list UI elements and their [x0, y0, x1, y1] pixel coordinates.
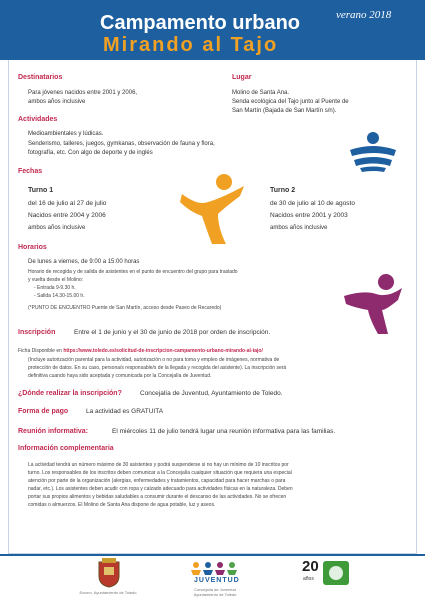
logo1-caption: Excmo. Ayuntamiento de Toledo: [79, 590, 137, 595]
fechas-heading: Fechas: [18, 168, 43, 175]
coat-of-arms-logo: [96, 558, 122, 588]
info-line5: portar sus propios alimentos y bebidas saludables a consumir durante el descanso de las actividades. No se ofrecen: [28, 494, 287, 500]
inscripcion-note1: (Incluye autorización parental para la actividad, autorización o no para toma y empleo de imágenes, normativa de: [28, 357, 280, 363]
ficha-label: Ficha Disponible en: [18, 348, 62, 354]
turno1-dates: del 16 de julio al 27 de julio: [28, 200, 107, 207]
actividades-line1: Medioambientales y lúdicas.: [28, 131, 104, 137]
actividades-heading: Actividades: [18, 116, 58, 123]
inscripcion-heading: Inscripción: [18, 329, 56, 336]
horarios-heading: Horarios: [18, 244, 47, 251]
blue-figure-icon: [346, 130, 400, 174]
horarios-line1: De lunes a viernes, de 9:00 a 15:00 horas: [28, 259, 140, 265]
info-line2: turno. Los responsables de los inscritos deben comunicar a la Concejalía cualquier situación que requiera una especial: [28, 470, 292, 476]
footer: [0, 556, 425, 600]
actividades-line2: Senderismo, talleres, juegos, gymkanas, observación de fauna y flora,: [28, 141, 215, 147]
turno1-born: Nacidos entre 2004 y 2006: [28, 212, 106, 219]
logo2-caption: Concejalía de Juventud Ayuntamiento de Toledo: [193, 587, 237, 597]
reunion-text: El miércoles 11 de julio tendrá lugar una reunión informativa para las familias.: [112, 428, 336, 435]
pago-heading: Forma de pago: [18, 408, 69, 415]
inscripcion-text: Entre el 1 de junio y el 30 de junio de 2018 por orden de inscripción.: [74, 329, 271, 336]
donde-text: Concejalía de Juventud, Ayuntamiento de Toledo.: [140, 390, 283, 397]
turno1-title: Turno 1: [28, 187, 54, 194]
inscripcion-note3: definitiva cuando haya sido aceptada y comunicada por la Concejalía de Juventud.: [28, 373, 212, 379]
destinatarios-line1: Para jóvenes nacidos entre 2001 y 2006,: [28, 90, 138, 96]
lugar-line2: Senda ecológica del Tajo junto al Puente de: [232, 99, 349, 105]
turno1-inclusive: ambos años inclusive: [28, 225, 86, 231]
ficha-link[interactable]: https://www.toledo.es/solicitud-de-inscripcion-campamento-urbano-mirando-al-tajo/: [63, 348, 263, 354]
page-title: Campamento urbano: [100, 12, 301, 34]
anniversary-number: 20: [302, 558, 319, 575]
info-line3: atención por parte de la organización (alergias, enfermedades y tratamientos, capacidad para hacer marchas o para: [28, 478, 286, 484]
reunion-heading: Reunión informativa:: [18, 428, 89, 435]
destinatarios-heading: Destinatarios: [18, 74, 63, 81]
lugar-line1: Molino de Santa Ana.: [232, 90, 290, 96]
header-banner: [0, 0, 425, 60]
turno2-born: Nacidos entre 2001 y 2003: [270, 212, 348, 219]
destinatarios-line2: ambos años inclusive: [28, 99, 86, 105]
lugar-line3: San Martín (Bajada de San Martín s/n).: [232, 108, 337, 114]
info-line6: comidas o almuerzos. El Molino de Santa Ana dispone de agua potable, luz y aseos.: [28, 502, 216, 508]
horarios-punto-encuentro: (*PUNTO DE ENCUENTRO Puente de San Martín, acceso desde Paseo de Recaredo): [28, 305, 222, 311]
horarios-line3: y vuelta desde el Molino:: [28, 277, 84, 283]
horarios-line2: Horario de recogida y de salida de asistentes en el punto de encuentro del grupo para traslado: [28, 269, 238, 275]
donde-heading: ¿Dónde realizar la inscripción?: [18, 390, 122, 397]
info-line1: La actividad tendrá un número máximo de 30 asistentes y podrá suspenderse si no hay un mínimo de 10 inscritos por: [28, 462, 289, 468]
actividades-line3: fotografía, etc. Con algo de deporte y de inglés: [28, 150, 153, 156]
year-tag: verano 2018: [336, 9, 392, 21]
orange-figure-icon: [178, 172, 248, 246]
lugar-heading: Lugar: [232, 74, 252, 81]
turno2-dates: de 30 de julio al 10 de agosto: [270, 200, 355, 207]
horarios-salida: - Salida 14.30-15.00 h.: [34, 293, 85, 299]
juventud-logo-text: JUVENTUD: [194, 577, 240, 584]
anniversary-text: años: [303, 576, 314, 582]
juventud-figures-icon: [190, 560, 240, 576]
info-heading: Información complementaria: [18, 445, 114, 452]
turno2-inclusive: ambos años inclusive: [270, 225, 328, 231]
turno2-title: Turno 2: [270, 187, 296, 194]
inscripcion-note2: protección de datos. En su caso, persona/s responsable/s de la llegada y recogida del asistente). La inscripción será: [28, 365, 287, 371]
page-subtitle: Mirando al Tajo: [103, 34, 279, 56]
green-badge-logo: [322, 560, 350, 586]
ficha-line: [18, 347, 263, 355]
purple-figure-icon: [342, 270, 404, 336]
info-line4: nadar, etc.). Los asistentes deben acudir con ropa y calzado adecuado para actividades físicas en la naturaleza. Deben: [28, 486, 293, 492]
pago-text: La actividad es GRATUITA: [86, 408, 164, 415]
horarios-entrada: - Entrada 9-9.30 h.: [34, 285, 76, 291]
